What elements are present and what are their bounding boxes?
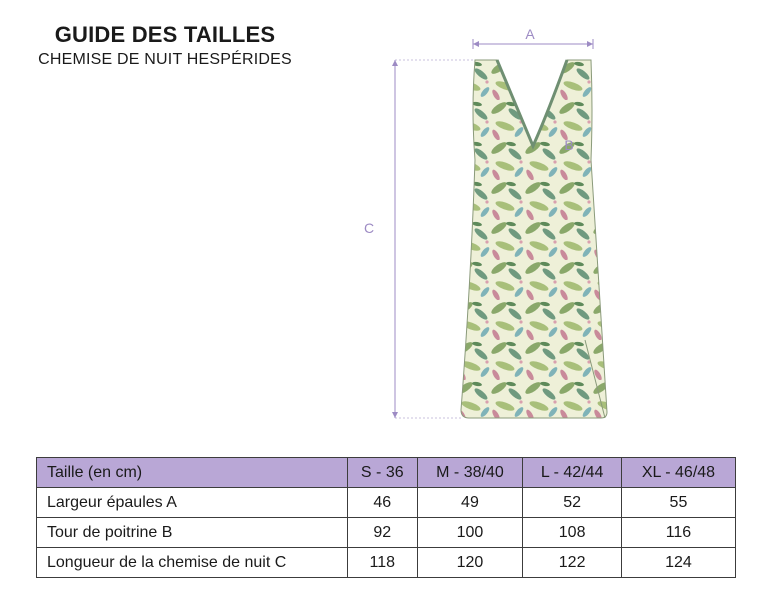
header-cell: S - 36: [348, 458, 418, 488]
header-cell: M - 38/40: [417, 458, 523, 488]
row-label: Largeur épaules A: [37, 488, 348, 518]
table-cell: 122: [523, 548, 622, 578]
table-cell: 55: [621, 488, 735, 518]
table-cell: 120: [417, 548, 523, 578]
table-cell: 49: [417, 488, 523, 518]
table-row: [37, 548, 736, 578]
page-subtitle: CHEMISE DE NUIT HESPÉRIDES: [38, 51, 292, 68]
table-cell: 118: [348, 548, 418, 578]
table-cell: 100: [417, 518, 523, 548]
header-cell: XL - 46/48: [621, 458, 735, 488]
size-table: [36, 457, 736, 578]
table-cell: 92: [348, 518, 418, 548]
nightgown-diagram: [355, 20, 635, 430]
page-title: GUIDE DES TAILLES: [54, 22, 276, 47]
nightgown-shape: [461, 60, 607, 418]
label-c: C: [363, 220, 375, 236]
row-label: Longueur de la chemise de nuit C: [37, 548, 348, 578]
label-b: B: [564, 137, 574, 153]
label-a: A: [525, 26, 535, 42]
table-header-row: [37, 458, 736, 488]
table-cell: 52: [523, 488, 622, 518]
table-cell: 124: [621, 548, 735, 578]
header-cell: L - 42/44: [523, 458, 622, 488]
header-cell: Taille (en cm): [37, 458, 348, 488]
row-label: Tour de poitrine B: [37, 518, 348, 548]
table-row: [37, 488, 736, 518]
table-cell: 46: [348, 488, 418, 518]
table-row: [37, 518, 736, 548]
table-cell: 108: [523, 518, 622, 548]
table-cell: 116: [621, 518, 735, 548]
